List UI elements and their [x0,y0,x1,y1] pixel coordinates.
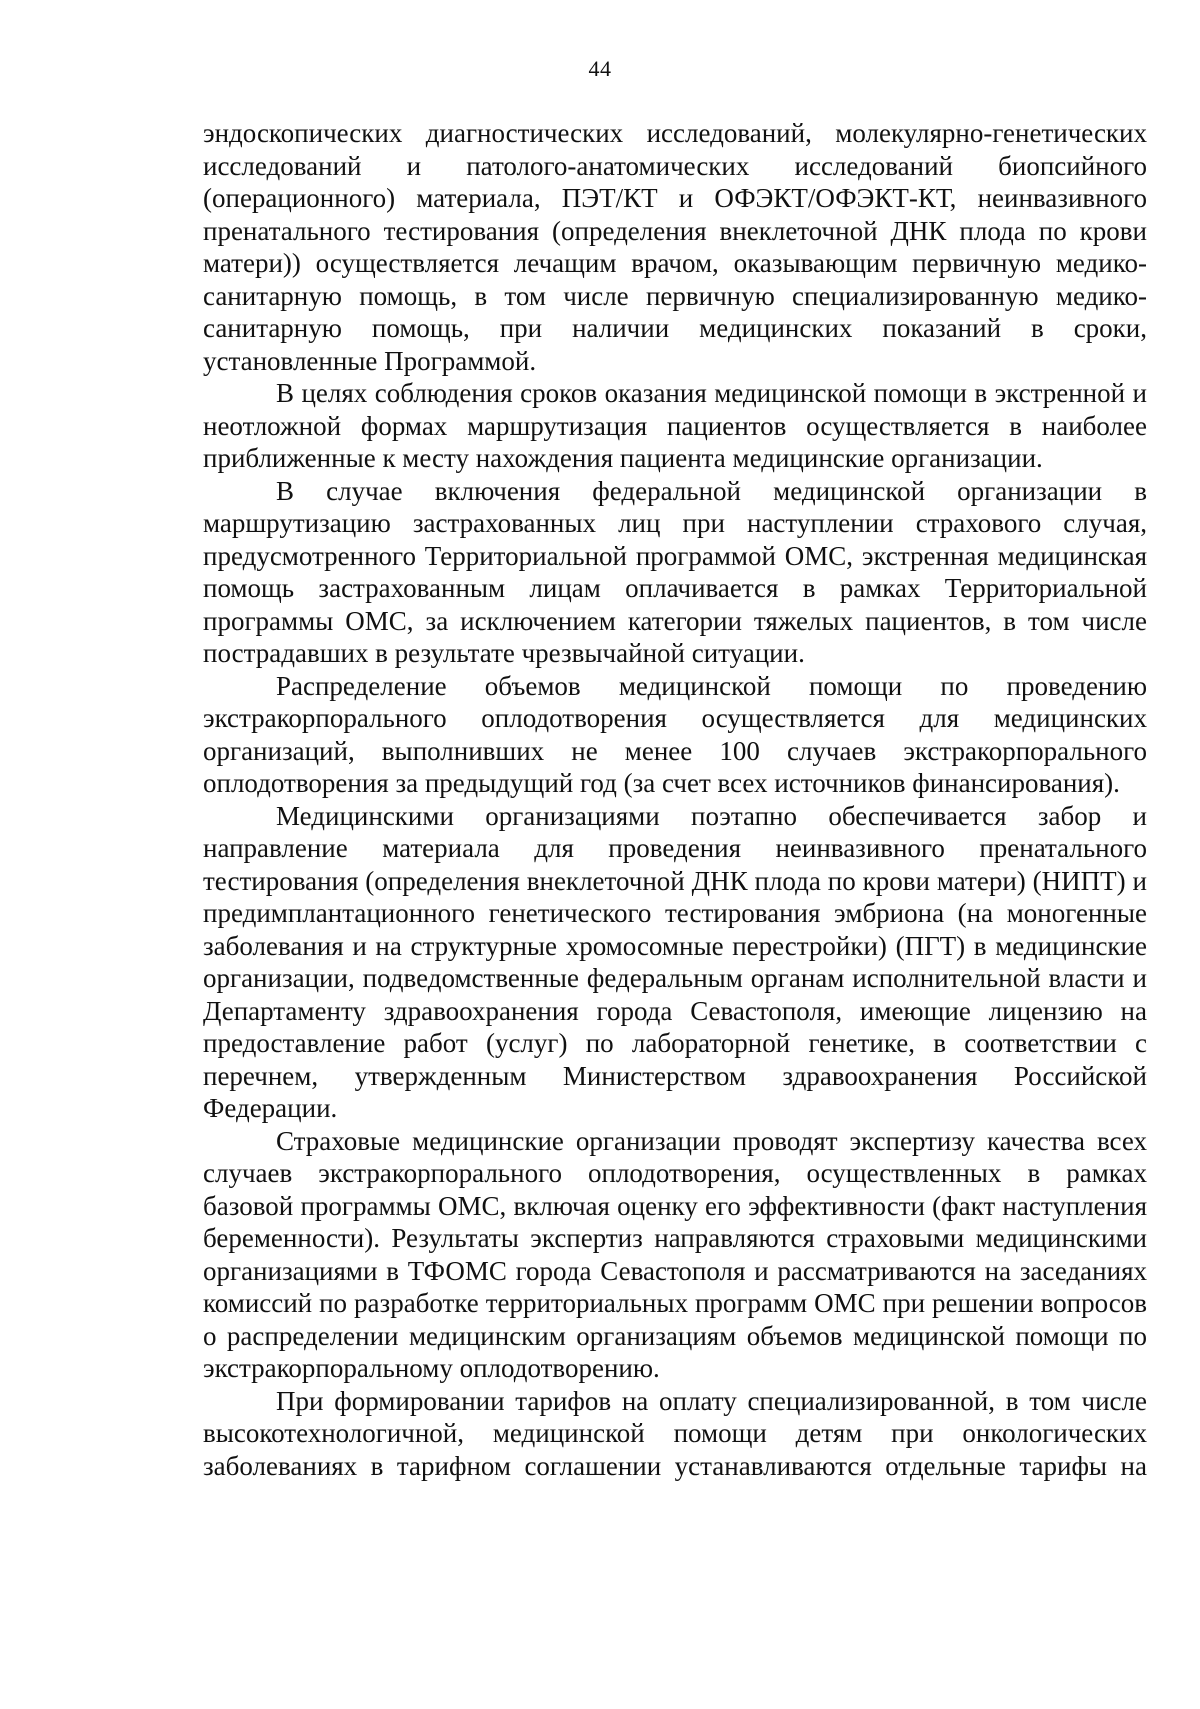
page-number: 44 [588,56,612,81]
paragraph-prenatal-testing: Медицинскими организациями поэтапно обеспечивается забор и направление материала для проведения неинвазивного пренатального тестирования (определения внеклеточной ДНК плода по крови матери) (НИПТ) и предимплантационного генетического тестирования эмбриона (на моногенные заболевания и на структурные хромосомные перестройки) (ПГТ) в медицинские организации, подведомственные федеральным органам исполнительной власти и Департаменту здравоохранения города Севастополя, имеющие лицензию на предоставление работ (услуг) по лабораторной генетике, в соответствии с перечнем, утвержденным Министерством здравоохранения Российской Федерации. [203,800,1147,1123]
paragraph-quality-expertise: Страховые медицинские организации проводят экспертизу качества всех случаев экстракорпорального оплодотворения, осуществленных в рамках базовой программы ОМС, включая оценку его эффективности (факт наступления беременности). Результаты экспертиз направляются страховыми медицинскими организациями в ТФОМС города Севастополя и рассматриваются на заседаниях комиссий по разработке территориальных программ ОМС при решении вопросов о распределении медицинским организациям объемов медицинской помощи по экстракорпоральному оплодотворению. [203,1125,1147,1383]
paragraph-federal-organization: В случае включения федеральной медицинской организации в маршрутизацию застрахованных лиц при наступлении страхового случая, предусмотренного Территориальной программой ОМС, экстренная медицинская помощь застрахованным лицам оплачивается в рамках Территориальной программы ОМС, за исключением категории тяжелых пациентов, в том числе пострадавших в результате чрезвычайной ситуации. [203,475,1147,668]
paragraph-ivf-distribution: Распределение объемов медицинской помощи по проведению экстракорпорального оплодотворения осуществляется для медицинских организаций, выполнивших не менее 100 случаев экстракорпорального оплодотворения за предыдущий год (за счет всех источников финансирования). [203,670,1147,798]
paragraph-continuation: эндоскопических диагностических исследований, молекулярно-генетических исследований и патолого-анатомических исследований биопсийного (операционного) материала, ПЭТ/КТ и ОФЭКТ/ОФЭКТ-КТ, неинвазивного пренатального тестирования (определения внеклеточной ДНК плода по крови матери)) осуществляется лечащим врачом, оказывающим первичную медико-санитарную помощь, в том числе первичную специализированную медико-санитарную помощь, при наличии медицинских показаний в сроки, установленные Программой. [203,118,1147,376]
paragraph-tariffs: При формировании тарифов на оплату специализированной, в том числе высокотехнологичной, медицинской помощи детям при онкологических заболеваниях в тарифном соглашении устанавливаются отдельные тарифы на [203,1385,1147,1481]
paragraph-emergency-routing: В целях соблюдения сроков оказания медицинской помощи в экстренной и неотложной формах маршрутизация пациентов осуществляется в наиболее приближенные к месту нахождения пациента медицинские организации. [203,378,1147,473]
document-body [203,117,1147,1482]
